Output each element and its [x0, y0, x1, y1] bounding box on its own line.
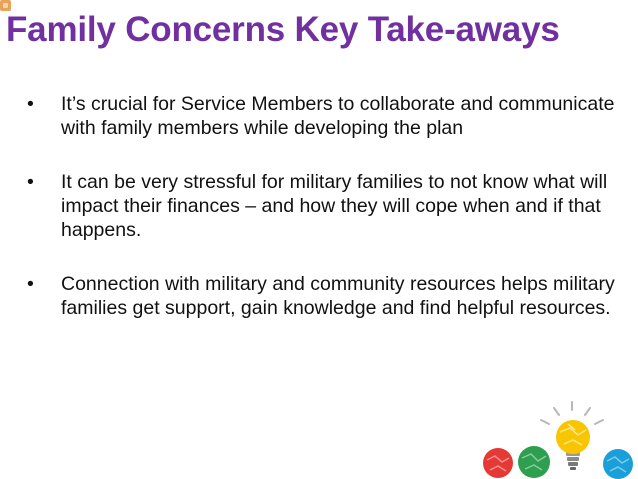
bullet-list: [0, 92, 638, 350]
bullet-dot: •: [27, 171, 34, 193]
bullet-item: [0, 170, 621, 242]
bullet-dot: •: [27, 273, 34, 295]
bullet-item: [0, 92, 621, 140]
bullet-text: It can be very stressful for military families to not know what will impact their finances – and how they will cope when and if that happens.: [61, 171, 608, 241]
bullet-dot: •: [27, 93, 34, 115]
crumpled-paper-lightbulb-icon: [478, 400, 638, 479]
slide-title: Family Concerns Key Take-aways: [6, 10, 560, 49]
blue-paper-ball-icon: [603, 449, 633, 479]
bullet-text: Connection with military and community resources helps military families get support, gain knowledge and find helpful resources.: [61, 273, 615, 319]
bulb-base-icon: [566, 452, 580, 470]
yellow-paper-ball-icon: [556, 420, 590, 454]
green-paper-ball-icon: [518, 446, 550, 478]
bullet-item: [0, 272, 621, 320]
red-paper-ball-icon: [483, 448, 513, 478]
bullet-text: It’s crucial for Service Members to collaborate and communicate with family members while developing the plan: [61, 93, 615, 139]
